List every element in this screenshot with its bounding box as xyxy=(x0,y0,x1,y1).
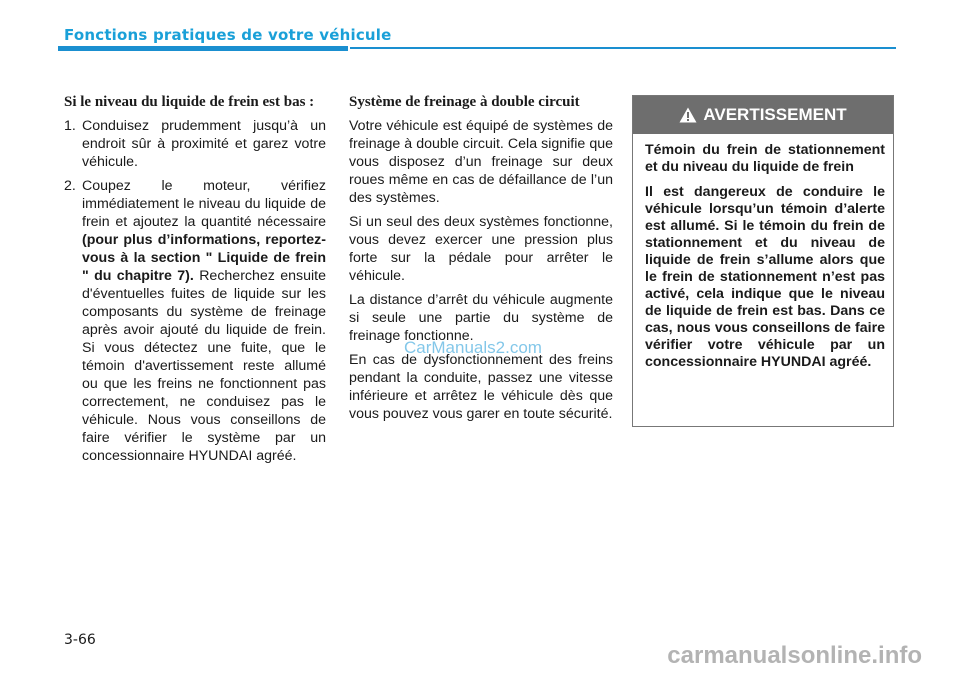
warning-header xyxy=(633,96,893,134)
warning-text: Il est dangereux de conduire le véhicule lorsqu’un témoin d’alerte est allumé. Si le témoin du frein de stationnement et du niveau de liquide de frein s’allume alors que le frein de stationnement n’est pas activé, cela indique que le niveau de liquide de frein est bas. Dans ce cas, nous vous conseillons de faire vérifier votre véhicule par un concessionnaire HYUNDAI agréé. xyxy=(645,184,885,370)
column-left xyxy=(64,94,326,471)
step-number: 1. xyxy=(64,118,76,134)
section-heading-dual-circuit: Système de freinage à double circuit xyxy=(349,94,580,110)
watermark-inline: CarManuals2.com xyxy=(404,338,542,357)
section-heading-low-fluid: Si le niveau du liquide de frein est bas : xyxy=(64,94,315,110)
step-item xyxy=(64,177,326,465)
warning-label: AVERTISSEMENT xyxy=(703,105,847,124)
paragraph: Si un seul des deux systèmes fonctionne, vous devez exercer une pression plus forte sur la pédale pour arrêter le véhicule. xyxy=(349,214,613,284)
paragraph: Votre véhicule est équipé de systèmes de freinage à double circuit. Cela signifie que vous disposez d’un freinage sur deux roues même en cas de défaillance de l’un des systèmes. xyxy=(349,118,613,206)
column-middle xyxy=(349,94,613,429)
watermark-footer: carmanualsonline.info xyxy=(667,642,922,669)
step-text-part: Coupez le moteur, vérifiez immédiatement le niveau du liquide de frein et ajoutez la quantité nécessaire xyxy=(82,178,326,230)
paragraph: La distance d’arrêt du véhicule augmente si seule une partie du système de freinage fonctionne. xyxy=(349,292,613,344)
step-number: 2. xyxy=(64,178,76,194)
warning-body xyxy=(633,134,893,371)
warning-title: Témoin du frein de stationnement et du niveau du liquide de frein xyxy=(645,142,885,175)
step-item xyxy=(64,117,326,171)
warning-box xyxy=(632,95,894,427)
paragraph: En cas de dysfonctionnement des freins pendant la conduite, passez une vitesse inférieure et arrêtez le véhicule dès que vous pouvez vous garer en toute sécurité. xyxy=(349,352,613,422)
header-rule-thin xyxy=(350,47,896,49)
page-header-title: Fonctions pratiques de votre véhicule xyxy=(64,26,392,44)
step-text-part: Recherchez ensuite d'éventuelles fuites de liquide sur les composants du système de freinage après avoir ajouté du liquide de frein. Si vous détectez une fuite, que le témoin d'avertissement reste allumé ou que les freins ne fonctionnent pas correctement, ne conduisez pas le véhicule. Nous vous conseillons de faire vérifier le système par un concessionnaire HYUNDAI agréé. xyxy=(82,268,326,464)
header-rule-thick xyxy=(58,46,348,51)
step-text: Conduisez prudemment jusqu’à un endroit sûr à proximité et garez votre véhicule. xyxy=(82,118,326,170)
warning-triangle-icon xyxy=(679,107,697,123)
step-text-bold: (pour plus d’informations, reportez-vous à la section " Liquide de frein " du chapitre 7). xyxy=(82,232,326,284)
page-number: 3-66 xyxy=(64,632,96,648)
step-text xyxy=(82,177,326,465)
